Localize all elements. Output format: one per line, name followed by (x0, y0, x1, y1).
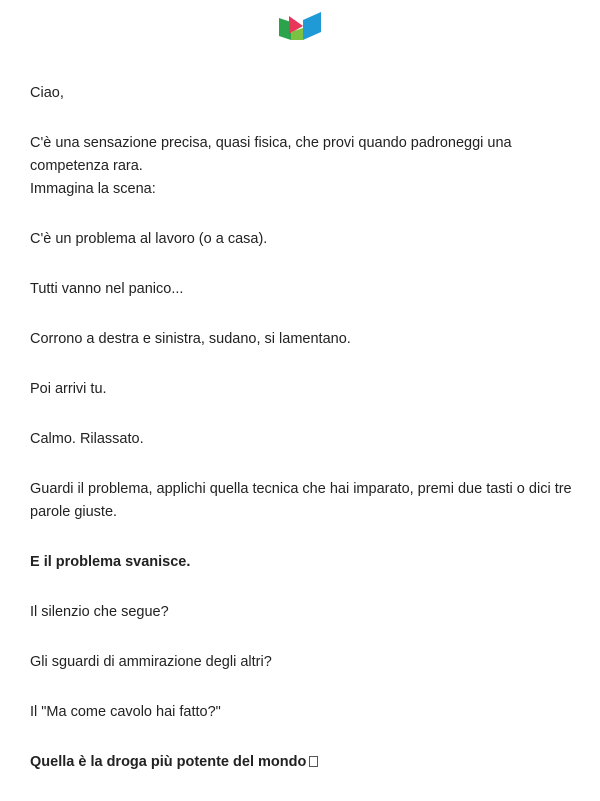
missing-emoji-icon (309, 756, 318, 767)
paragraph-arrival: Poi arrivi tu. (30, 381, 107, 397)
paragraph-question: Il "Ma come cavolo hai fatto?" (30, 704, 221, 720)
book-logo-icon (277, 10, 323, 42)
intro-line-2: Immagina la scena: (30, 181, 156, 197)
paragraph-problem: C'è un problema al lavoro (o a casa). (30, 231, 268, 247)
paragraph-calm: Calmo. Rilassato. (30, 431, 144, 447)
paragraph-technique: Guardi il problema, applichi quella tecnica che hai imparato, premi due tasti o dici tre parole giuste. (30, 481, 572, 520)
paragraph-vanish (30, 551, 580, 574)
greeting: Ciao, (30, 85, 64, 101)
drug-bold-text: Quella è la droga più potente del mondo (30, 754, 307, 770)
vanish-bold-text: E il problema svanisce. (30, 554, 191, 570)
paragraph-admiration: Gli sguardi di ammirazione degli altri? (30, 654, 272, 670)
paragraph-silence: Il silenzio che segue? (30, 604, 169, 620)
paragraph-panic: Tutti vanno nel panico... (30, 281, 184, 297)
paragraph-drug (30, 751, 580, 774)
intro-line-1: C'è una sensazione precisa, quasi fisica, che provi quando padroneggi una competenza rara. (30, 135, 512, 174)
paragraph-running: Corrono a destra e sinistra, sudano, si lamentano. (30, 331, 351, 347)
intro-paragraph (30, 132, 580, 201)
email-body (30, 82, 580, 801)
